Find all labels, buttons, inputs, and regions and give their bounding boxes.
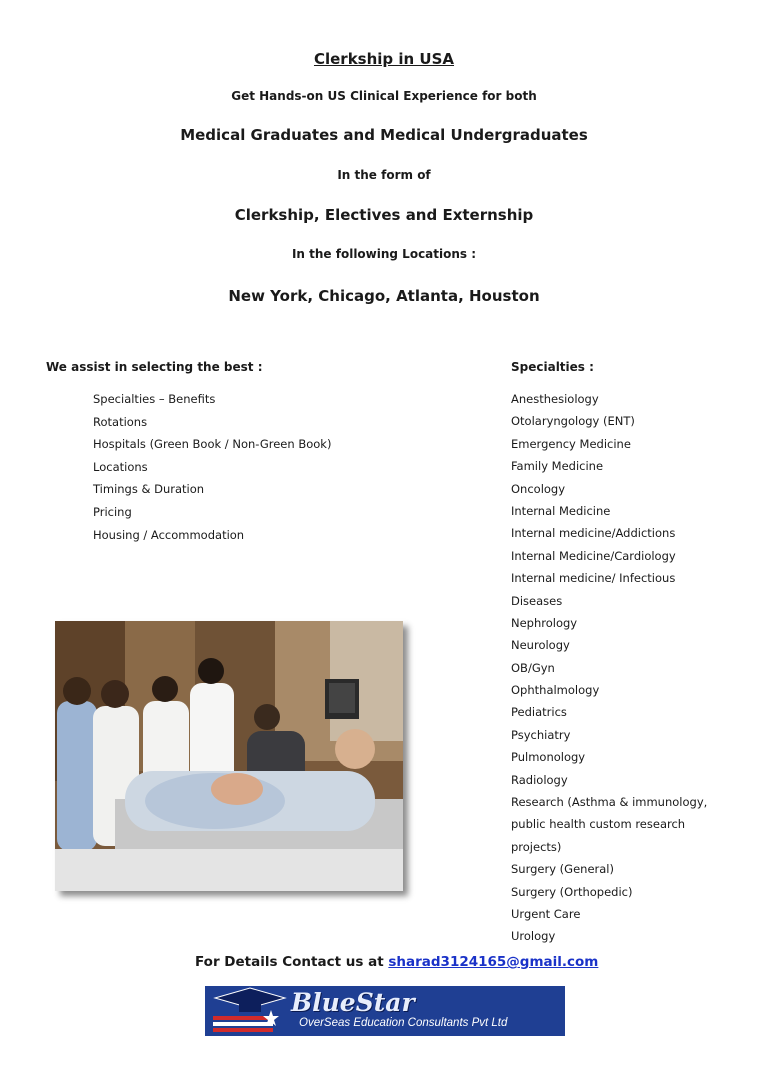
specialty-item: projects): [511, 839, 562, 854]
assist-item: Pricing: [93, 504, 132, 519]
assist-heading: We assist in selecting the best :: [46, 360, 263, 374]
specialties-list: [511, 390, 707, 950]
contact-line: [195, 954, 598, 970]
audience-heading: Medical Graduates and Medical Undergraduates: [180, 126, 588, 144]
logo-tagline: OverSeas Education Consultants Pvt Ltd: [299, 1017, 508, 1029]
specialty-item: Otolaryngology (ENT): [511, 414, 635, 429]
specialty-item: Surgery (General): [511, 862, 614, 877]
specialty-item: Urology: [511, 929, 556, 944]
assist-item: Locations: [93, 459, 148, 474]
subtitle-experience: Get Hands-on US Clinical Experience for both: [231, 89, 537, 103]
specialty-item: Research (Asthma & immunology,: [511, 795, 708, 810]
specialty-item: Family Medicine: [511, 459, 604, 474]
specialty-item: Pulmonology: [511, 750, 586, 765]
assist-item: Housing / Accommodation: [93, 527, 245, 542]
assist-item: Specialties – Benefits: [93, 392, 216, 406]
specialty-item: Oncology: [511, 481, 566, 496]
contact-prefix: For Details Contact us at: [195, 954, 384, 970]
page-title: Clerkship in USA: [313, 50, 455, 68]
specialty-item: Ophthalmology: [511, 683, 600, 698]
logo-name: BlueStar: [291, 988, 415, 1017]
specialty-item: Internal medicine/ Infectious: [511, 571, 676, 586]
bluestar-logo: [205, 986, 565, 1036]
specialty-item: Internal Medicine: [511, 503, 611, 518]
assist-item: Hospitals (Green Book / Non-Green Book): [93, 437, 332, 452]
locations-intro: In the following Locations :: [291, 247, 477, 261]
specialty-item: Urgent Care: [511, 906, 581, 921]
specialty-item: Emergency Medicine: [511, 436, 631, 451]
specialty-item: Nephrology: [511, 615, 578, 630]
assist-item: Rotations: [93, 414, 148, 429]
specialty-item: Internal Medicine/Cardiology: [511, 548, 676, 563]
specialty-item: Surgery (Orthopedic): [511, 884, 633, 899]
specialty-item: Radiology: [511, 772, 568, 787]
program-types-heading: Clerkship, Electives and Externship: [234, 206, 534, 224]
contact-email-link[interactable]: sharad3124165@gmail.com: [388, 954, 599, 970]
locations-heading: New York, Chicago, Atlanta, Houston: [228, 287, 540, 305]
specialty-item: Psychiatry: [511, 727, 571, 742]
specialty-item: Internal medicine/Addictions: [511, 526, 676, 541]
clinical-training-photo: [55, 621, 403, 891]
specialty-item: public health custom research: [511, 817, 686, 832]
specialty-item: Diseases: [511, 593, 563, 608]
specialties-heading: Specialties :: [511, 360, 594, 374]
specialty-item: OB/Gyn: [511, 660, 555, 675]
graduation-cap-flag-icon: [205, 986, 291, 1036]
specialty-item: Pediatrics: [511, 705, 567, 720]
form-intro: In the form of: [337, 168, 431, 182]
specialty-item: Anesthesiology: [511, 392, 599, 406]
specialty-item: Neurology: [511, 638, 570, 653]
assist-list: [93, 390, 331, 548]
assist-item: Timings & Duration: [93, 482, 205, 497]
